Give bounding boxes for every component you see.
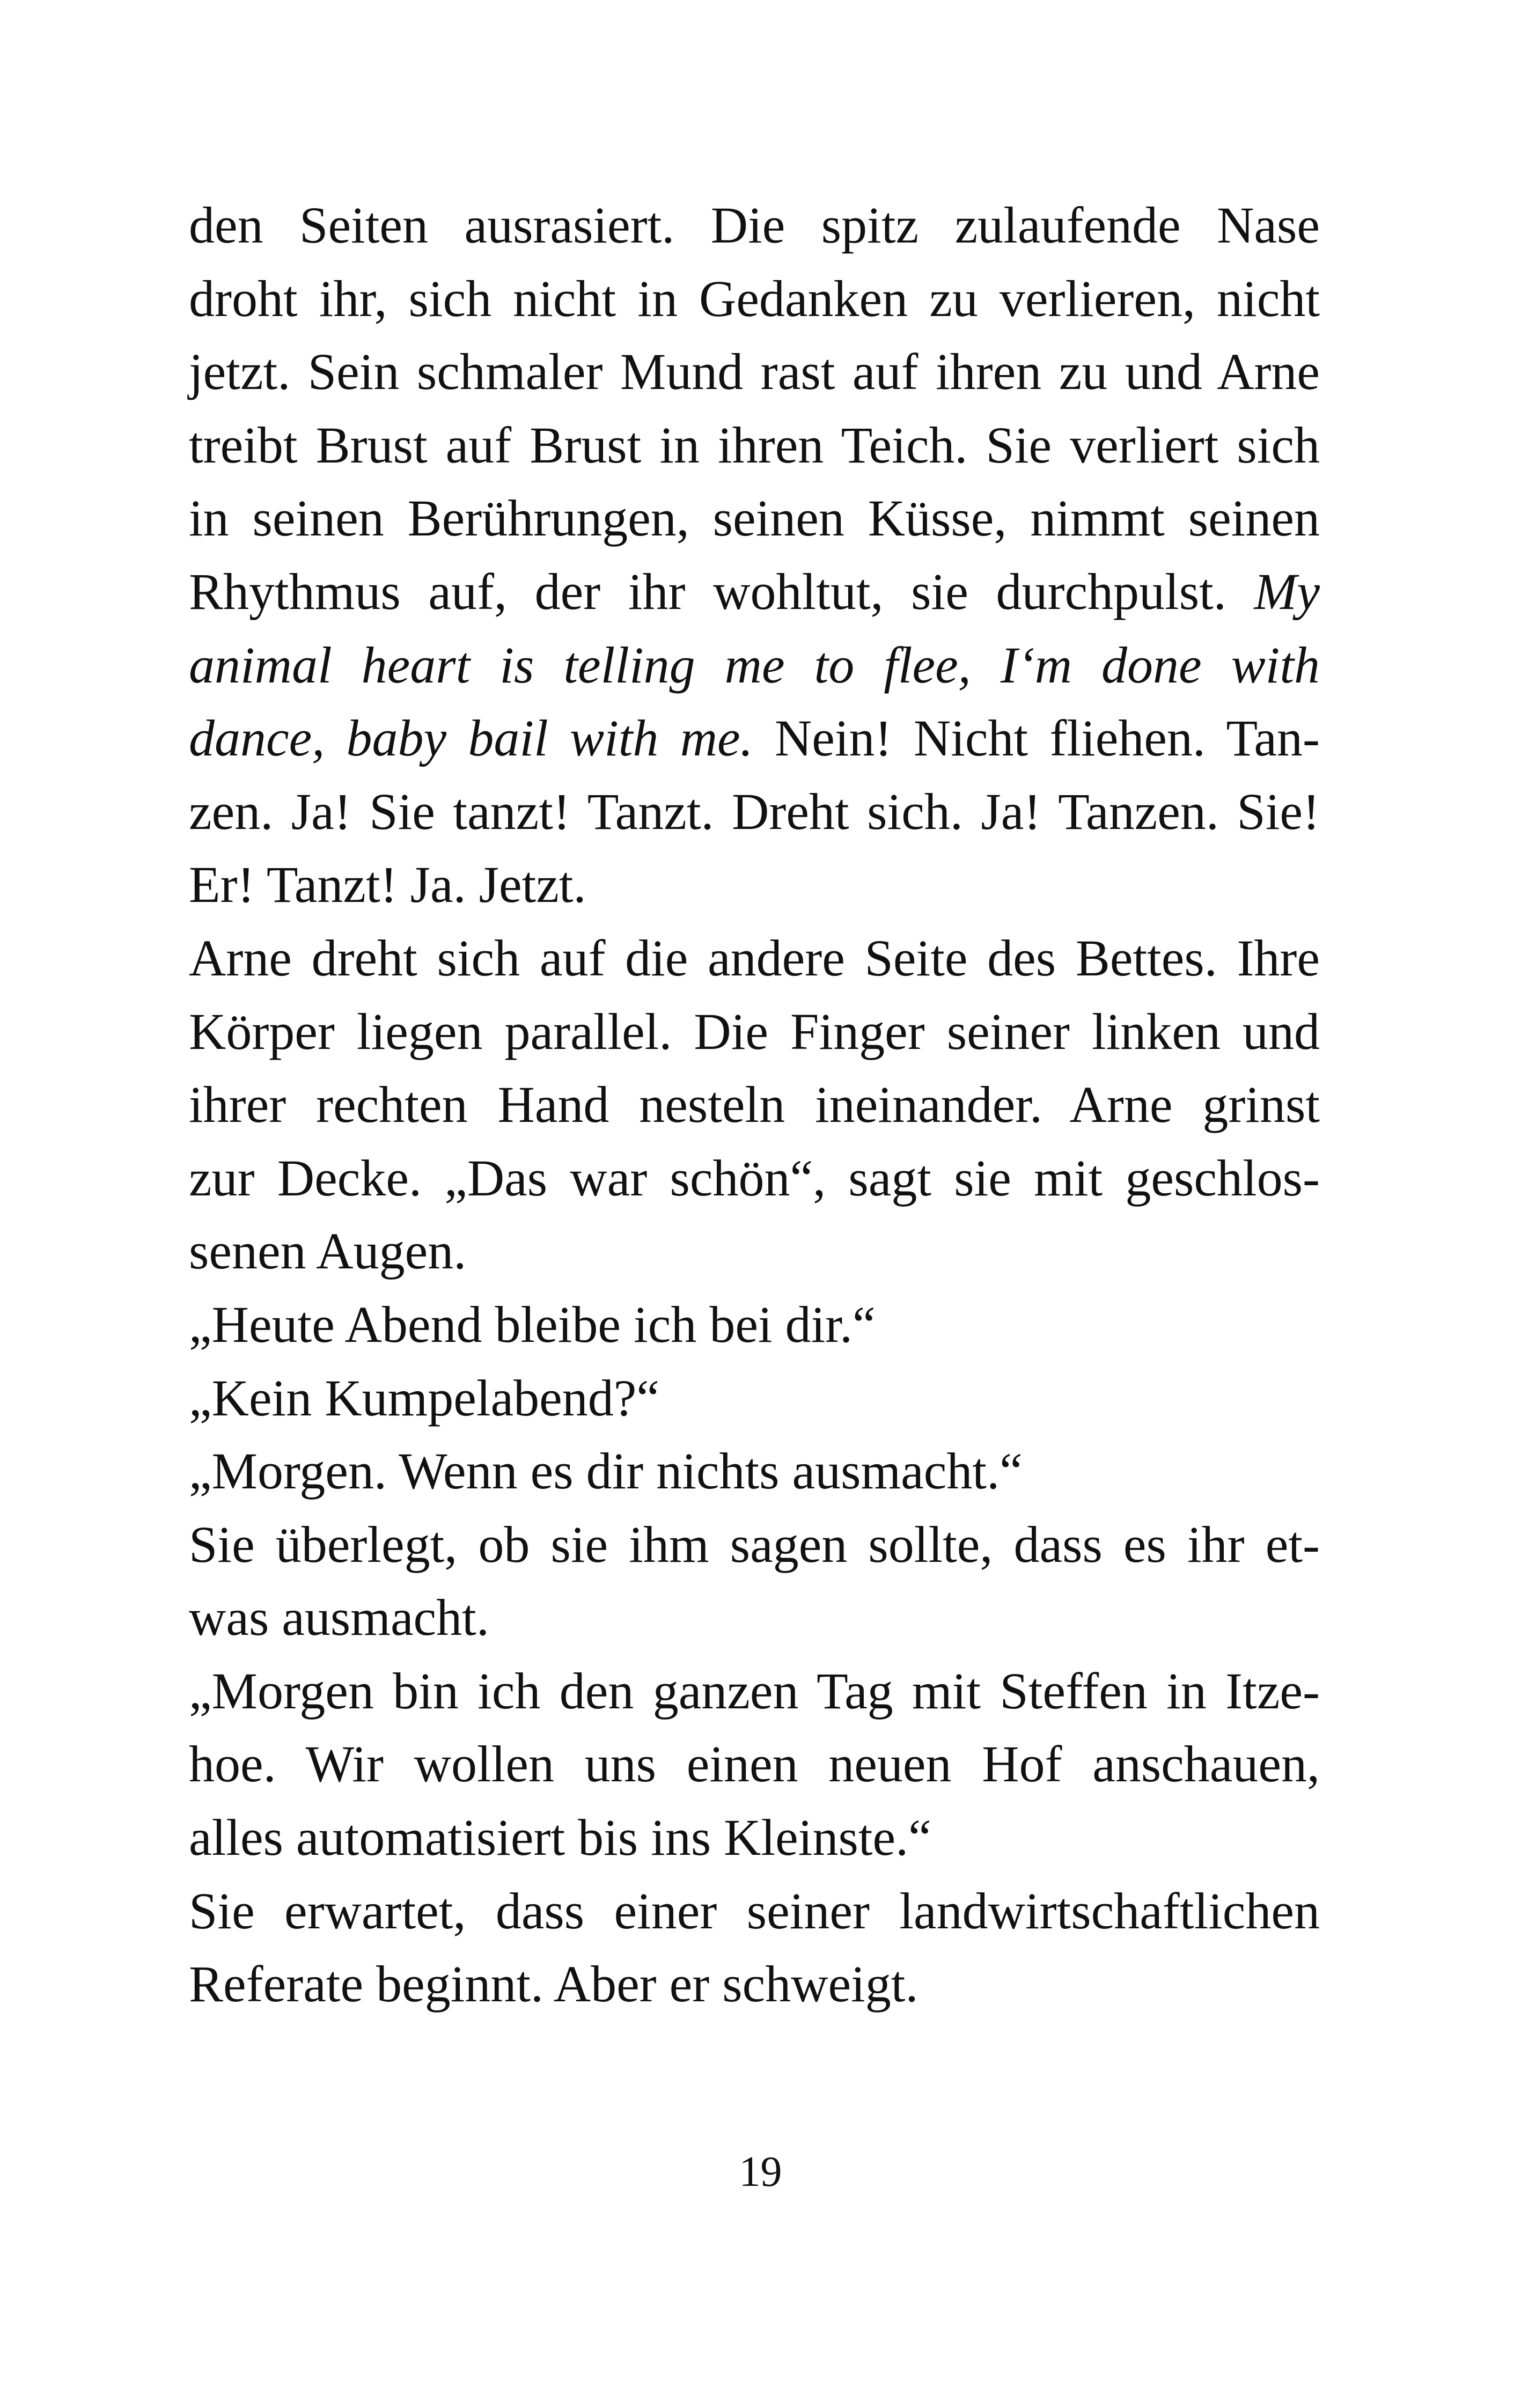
text-line <box>189 1655 1320 1728</box>
text-run: Sie überlegt, ob sie ihm sagen sollte, dass es ihr et- <box>189 1515 1320 1573</box>
text-run: zen. Ja! Sie tanzt! Tanzt. Dreht sich. Ja! Tanzen. Sie! <box>189 782 1320 840</box>
paragraph <box>189 189 1320 922</box>
paragraph <box>189 1362 1320 1435</box>
text-run: was ausmacht. <box>189 1589 489 1647</box>
text-line <box>189 1435 1320 1508</box>
text-line <box>189 262 1320 336</box>
text-line <box>189 775 1320 849</box>
text-run: jetzt. Sein schmaler Mund rast auf ihren zu und Arne <box>189 343 1320 401</box>
italic-text: animal heart is telling me to flee, I‘m done with <box>189 636 1320 694</box>
text-run: alles automatisiert bis ins Kleinste.“ <box>189 1809 931 1867</box>
text-run: „Morgen. Wenn es dir nichts ausmacht.“ <box>189 1442 1023 1500</box>
text-line <box>189 482 1320 555</box>
paragraph <box>189 1875 1320 2021</box>
text-line <box>189 555 1320 629</box>
text-line <box>189 1215 1320 1288</box>
text-run: Referate beginnt. Aber er schweigt. <box>189 1955 919 2013</box>
text-run: Körper liegen parallel. Die Finger seiner linken und <box>189 1002 1320 1060</box>
paragraph <box>189 1288 1320 1362</box>
text-run: zur Decke. „Das war schön“, sagt sie mit geschlos- <box>189 1149 1320 1207</box>
text-line <box>189 1362 1320 1435</box>
text-run: Rhythmus auf, der ihr wohltut, sie durchpulst. <box>189 562 1254 620</box>
paragraph <box>189 922 1320 1288</box>
text-run: treibt Brust auf Brust in ihren Teich. Sie verliert sich <box>189 416 1320 474</box>
text-line <box>189 1875 1320 1948</box>
text-run: senen Augen. <box>189 1222 467 1280</box>
text-run: „Kein Kumpelabend?“ <box>189 1369 659 1427</box>
text-line <box>189 1801 1320 1875</box>
text-line <box>189 189 1320 262</box>
paragraph <box>189 1435 1320 1508</box>
text-line <box>189 995 1320 1069</box>
text-run: „Morgen bin ich den ganzen Tag mit Steffen in Itze- <box>189 1662 1320 1720</box>
text-run: den Seiten ausrasiert. Die spitz zulaufende Nase <box>189 196 1320 254</box>
text-line <box>189 1728 1320 1801</box>
italic-text: My <box>1254 562 1320 620</box>
text-run: Sie erwartet, dass einer seiner landwirtschaftlichen <box>189 1882 1320 1940</box>
text-run: droht ihr, sich nicht in Gedanken zu verlieren, nicht <box>189 269 1320 327</box>
text-line <box>189 335 1320 409</box>
text-run: Arne dreht sich auf die andere Seite des Bettes. Ihre <box>189 929 1320 987</box>
paragraph <box>189 1508 1320 1655</box>
paragraph <box>189 1655 1320 1875</box>
page-number: 19 <box>739 2148 782 2196</box>
text-run: ihrer rechten Hand nesteln ineinander. Arne grinst <box>189 1076 1320 1134</box>
text-line <box>189 1508 1320 1582</box>
text-line <box>189 848 1320 922</box>
text-run: hoe. Wir wollen uns einen neuen Hof anschauen, <box>189 1735 1320 1793</box>
text-line <box>189 629 1320 702</box>
text-line <box>189 1288 1320 1362</box>
text-run: „Heute Abend bleibe ich bei dir.“ <box>189 1295 876 1353</box>
text-line <box>189 1068 1320 1142</box>
text-line <box>189 922 1320 995</box>
text-line <box>189 702 1320 775</box>
text-line <box>189 1948 1320 2021</box>
text-line <box>189 409 1320 482</box>
text-run: Er! Tanzt! Ja. Jetzt. <box>189 856 586 914</box>
text-line <box>189 1581 1320 1655</box>
text-run: Nein! Nicht fliehen. Tan- <box>753 709 1320 767</box>
text-run: in seinen Berührungen, seinen Küsse, nimmt seinen <box>189 489 1320 547</box>
text-line <box>189 1142 1320 1215</box>
body-text <box>189 189 1320 2021</box>
italic-text: dance, baby bail with me. <box>189 709 753 767</box>
